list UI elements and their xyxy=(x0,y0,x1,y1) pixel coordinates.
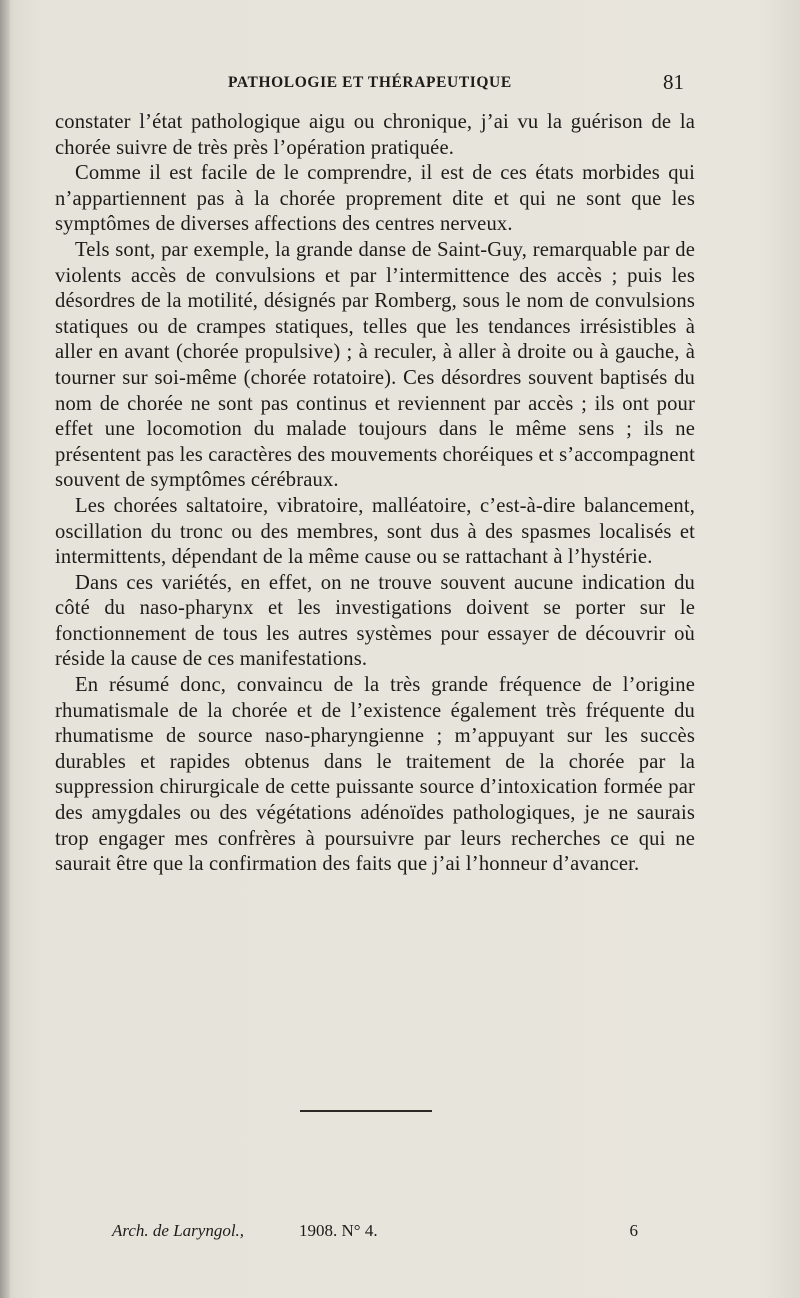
body-text xyxy=(55,110,695,878)
paragraph: Comme il est facile de le comprendre, il est de ces états morbides qui n’appartiennent pas à la chorée proprement dite et qui ne sont que les symptômes de diverses affections des centres nerveux. xyxy=(55,162,695,236)
running-title: PATHOLOGIE ET THÉRAPEUTIQUE xyxy=(228,74,512,91)
paragraph-continued: constater l’état pathologique aigu ou chronique, j’ai vu la guérison de la chorée suivre de très près l’opération pratiquée. xyxy=(55,111,695,159)
page-number: 81 xyxy=(663,70,684,94)
year-issue: 1908. N° 4. xyxy=(299,1221,378,1240)
page-header xyxy=(228,70,684,100)
end-of-article-rule xyxy=(300,1110,432,1112)
page-binding-edge xyxy=(0,0,10,1298)
page-footer xyxy=(112,1221,638,1247)
paragraph: Tels sont, par exemple, la grande danse de Saint-Guy, remarquable par de violents accès de convulsions et par l’intermittence des accès ; puis les désordres de la motilité, désignés par Romberg, sous le nom de convulsions statiques ou de crampes statiques, telles que les tendances irrésistibles à aller en avant (chorée propulsive) ; à reculer, à aller à droite ou à gauche, à tourner sur soi-même (chorée rotatoire). Ces désordres souvent baptisés du nom de chorée ne sont pas continus et reviennent par accès ; ils ont pour effet une locomotion du malade toujours dans le même sens ; ils ne présentent pas les caractères des mouvements choréiques et s’accompagnent souvent de symptômes cérébraux. xyxy=(55,238,695,492)
journal-title: Arch. de Laryngol., xyxy=(112,1221,245,1240)
sheet-number: 6 xyxy=(629,1221,638,1240)
paragraph: En résumé donc, convaincu de la très grande fréquence de l’origine rhumatismale de la chorée et de l’existence également très fréquente du rhumatisme de source naso-pharyngienne ; m’appuyant sur les succès durables et rapides obtenus dans le traitement de la chorée par la suppression chirurgicale de cette puissante source d’intoxication formée par des amygdales ou des végétations adénoïdes pathologiques, je ne saurais trop engager mes confrères à poursuivre par leurs recherches ce qui ne saurait être que la confirmation des faits que j’ai l’honneur d’avancer. xyxy=(55,674,695,876)
paragraph: Dans ces variétés, en effet, on ne trouve souvent aucune indication du côté du naso-pharynx et les investigations doivent se porter sur le fonctionnement de tous les autres systèmes pour essayer de découvrir où réside la cause de ces manifestations. xyxy=(55,571,695,671)
paragraph: Les chorées saltatoire, vibratoire, malléatoire, c’est-à-dire balancement, oscillation du tronc ou des membres, sont dus à des spasmes localisés et intermittents, dépendant de la même cause ou se rattachant à l’hystérie. xyxy=(55,494,695,569)
